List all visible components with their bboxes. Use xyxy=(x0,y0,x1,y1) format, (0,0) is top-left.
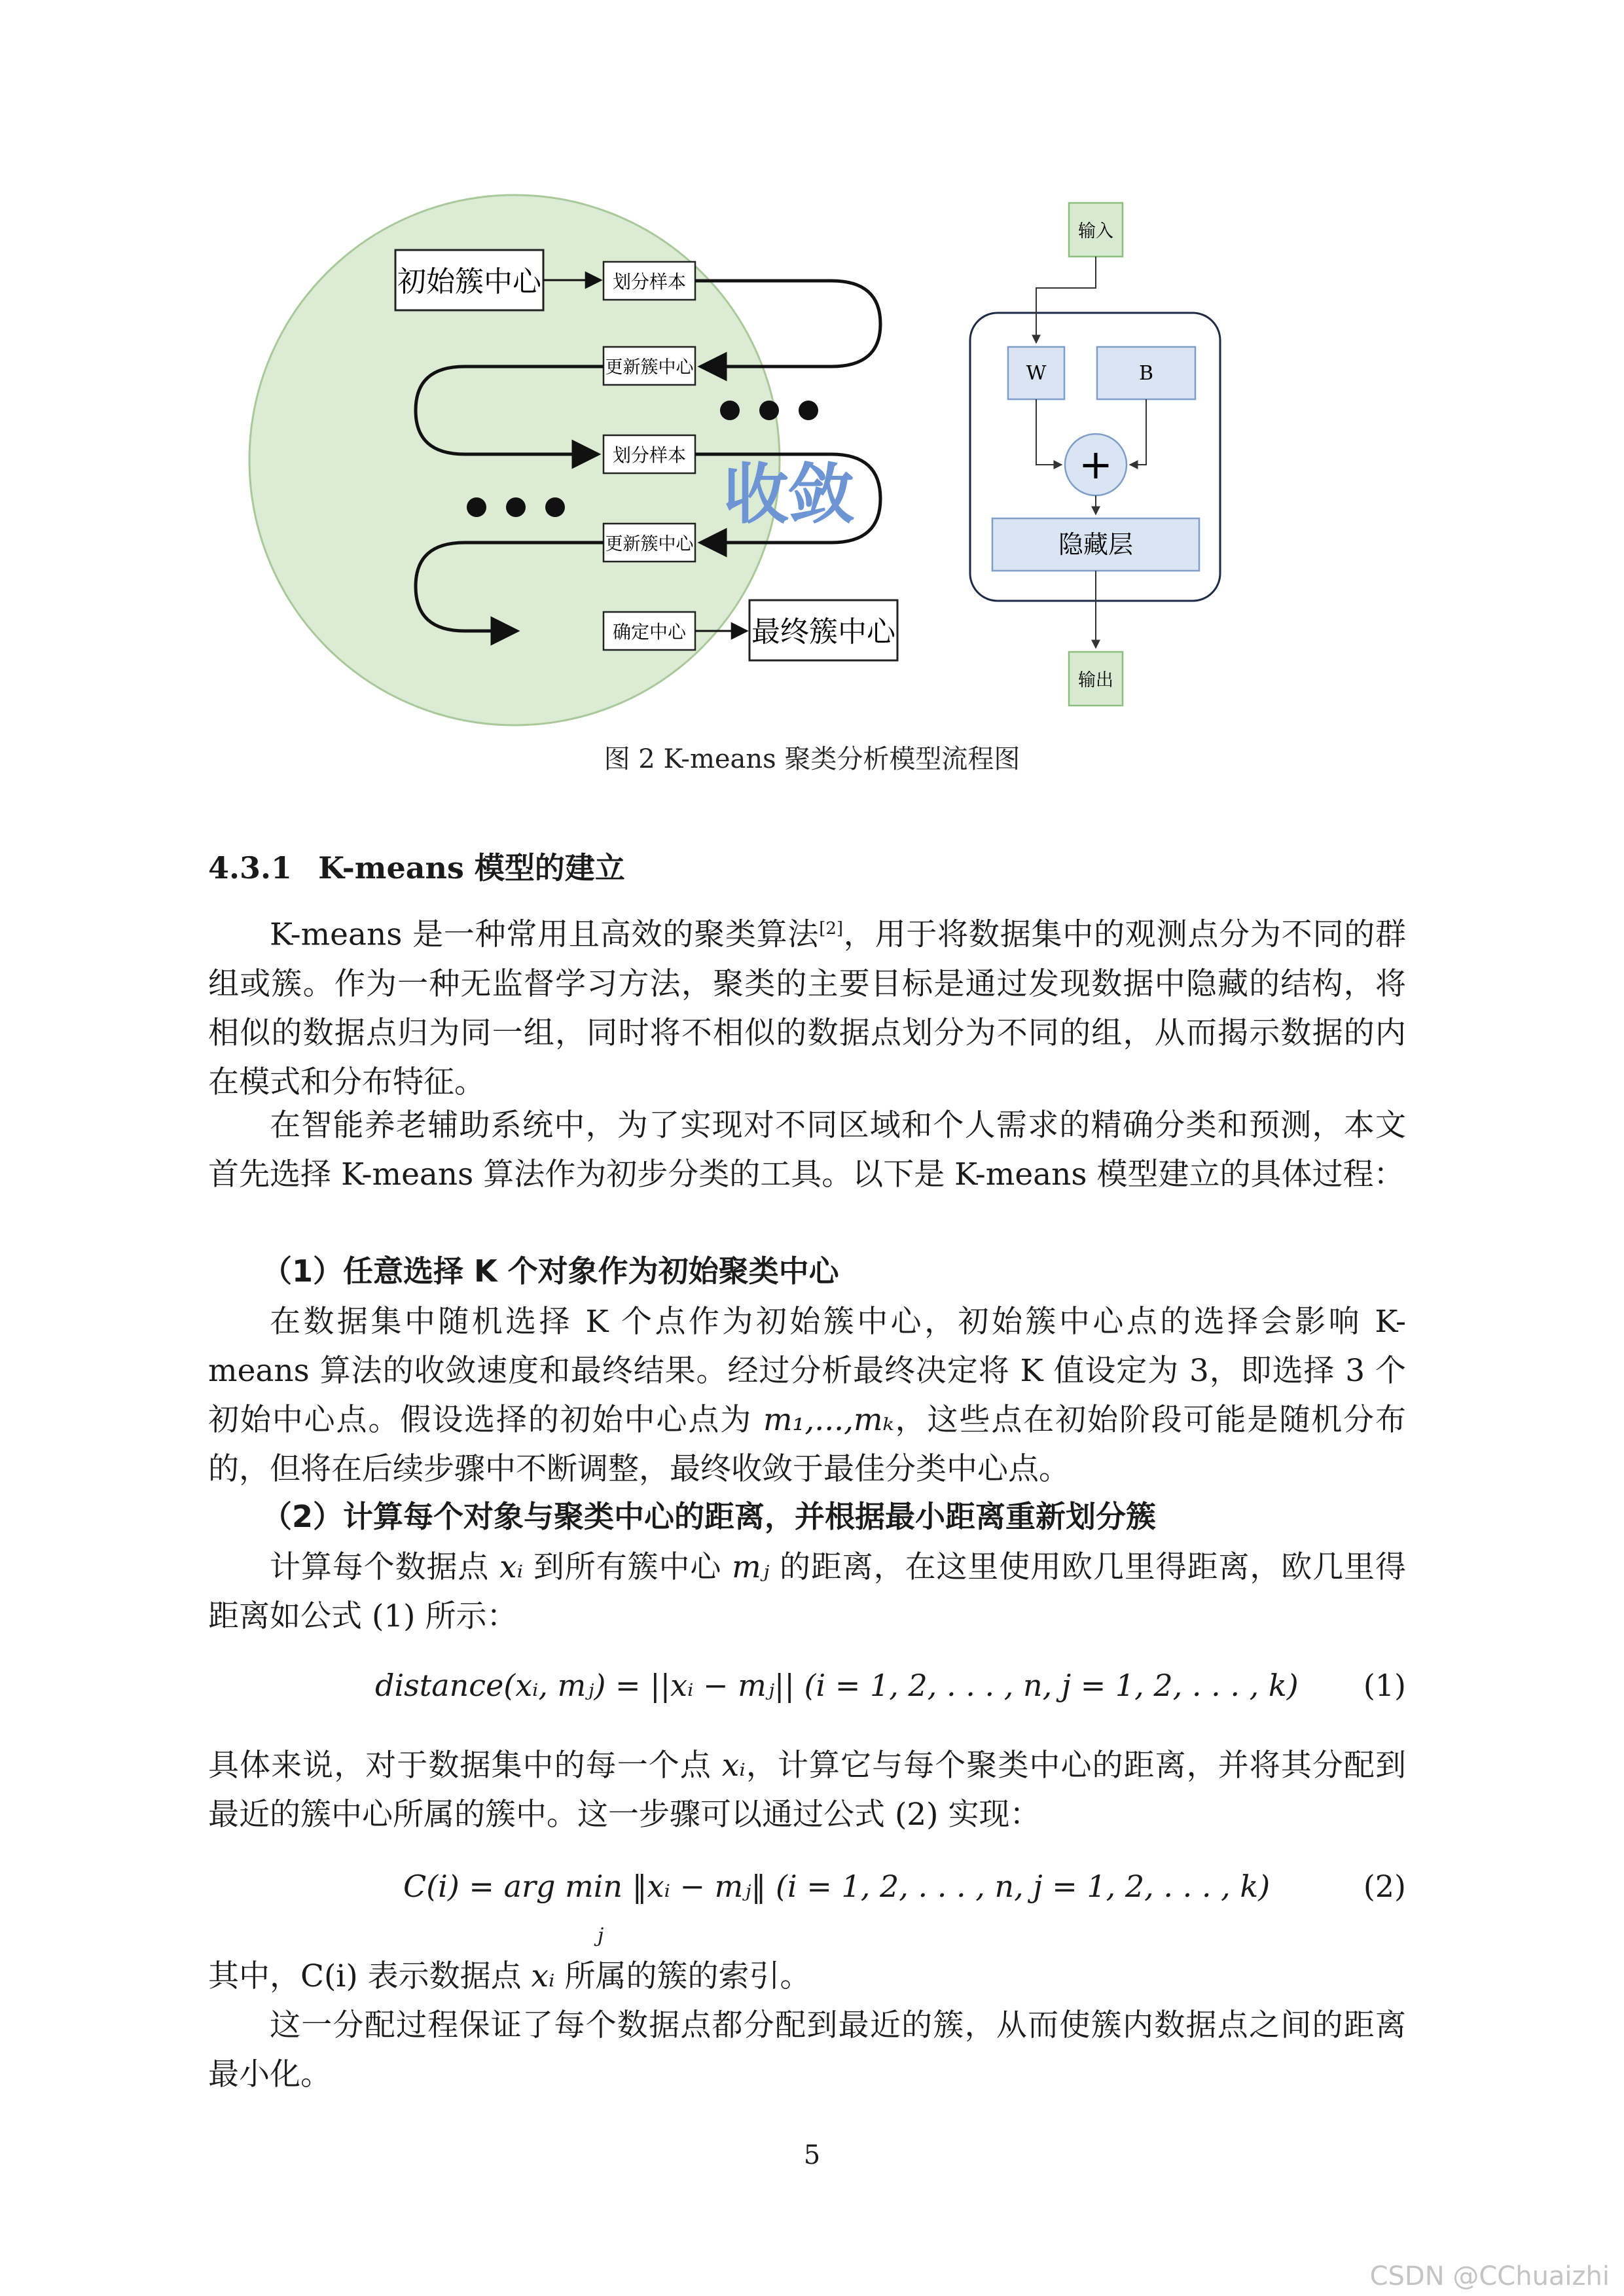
para1-text-a: K-means 是一种常用且高效的聚类算法 xyxy=(270,916,820,953)
watermark: CSDN @CChuaizhi xyxy=(1369,2261,1610,2291)
math-mj: mⱼ xyxy=(732,1549,770,1585)
formula-2-tag: (2) xyxy=(1363,1869,1406,1904)
paragraph-7: 这一分配过程保证了每个数据点都分配到最近的簇，从而使簇内数据点之间的距离最小化。 xyxy=(208,2007,1406,2092)
dot xyxy=(506,497,526,517)
paragraph-3 xyxy=(208,1297,1406,1494)
paragraph-1 xyxy=(208,905,1406,1107)
step1-heading: （1）任意选择 K 个对象作为初始聚类中心 xyxy=(262,1253,839,1289)
w-label: W xyxy=(1026,362,1047,385)
hidden-label: 隐藏层 xyxy=(1058,530,1134,559)
step5-label: 确定中心 xyxy=(612,621,687,643)
dot xyxy=(545,497,565,517)
paragraph-4 xyxy=(208,1543,1406,1641)
formula-2 xyxy=(208,1869,1406,1947)
dot xyxy=(467,497,486,517)
end-label: 最终簇中心 xyxy=(751,615,895,649)
formula-2-expr xyxy=(403,1869,1271,1947)
formula-1 xyxy=(208,1668,1406,1713)
step2-heading: （2）计算每个对象与聚类中心的距离，并根据最小距离重新划分簇 xyxy=(262,1499,1157,1534)
dot xyxy=(799,401,818,420)
figure-caption: 图 2 K-means 聚类分析模型流程图 xyxy=(604,744,1020,774)
citation-link[interactable]: [2] xyxy=(819,919,844,939)
section-title xyxy=(208,844,625,888)
paragraph-2: 在智能养老辅助系统中，为了实现对不同区域和个人需求的精确分类和预测，本文首先选择 K-means 算法作为初步分类的工具。以下是 K-means 模型建立的具体过程： xyxy=(208,1107,1406,1193)
para3-text-b: ，这些点在初始阶段可能是随机分布的，但将在后续步骤中不断调整，最终收敛于最佳分类中心点。 xyxy=(208,1402,1406,1487)
b-label: B xyxy=(1138,362,1154,385)
dot xyxy=(720,401,740,420)
formula-1-tag: (1) xyxy=(1363,1668,1406,1703)
formula-2-lhs: C(i) = arg min xyxy=(403,1869,623,1904)
math-xi: xᵢ xyxy=(531,1958,555,1994)
section-number: 4.3.1 xyxy=(208,850,293,886)
output-label: 输出 xyxy=(1078,670,1113,691)
para5-text-a: 具体来说，对于数据集中的每一个点 xyxy=(208,1748,722,1784)
step2-label: 更新簇中心 xyxy=(605,357,694,378)
math-m-range: m₁,...,mₖ xyxy=(763,1402,894,1438)
paragraph-6 xyxy=(208,1952,1406,2001)
para3-text-a: 在数据集中随机选择 K 个点作为初始簇中心，初始簇中心点的选择会影响 K-means 算法的收敛速度和最终结果。经过分析最终决定将 K 值设定为 3，即选择 3 个初始中心点。假设选择的初始中心点为 xyxy=(208,1304,1406,1438)
dot xyxy=(759,401,779,420)
input-label: 输入 xyxy=(1078,221,1113,242)
math-xi: xᵢ xyxy=(499,1549,524,1585)
para1-text-b: ，用于将数据集中的观测点分为不同的群组或簇。作为一种无监督学习方法，聚类的主要目标是通过发现数据中隐藏的结构，将相似的数据点归为同一组，同时将不相似的数据点划分为不同的组，从而揭示数据的内在模式和分布特征。 xyxy=(208,916,1407,1100)
plus-label: + xyxy=(1079,440,1113,488)
formula-2-rhs: ‖xᵢ − mⱼ‖ (i = 1, 2, . . . , n, j = 1, 2, . . . , k) xyxy=(632,1869,1271,1904)
step4-label: 更新簇中心 xyxy=(605,534,694,554)
para4-text-a: 计算每个数据点 xyxy=(270,1549,500,1585)
formula-2-sub: j xyxy=(598,1924,604,1947)
start-label: 初始簇中心 xyxy=(397,265,541,298)
section-title-text: K-means 模型的建立 xyxy=(318,850,625,886)
step1-label: 划分样本 xyxy=(612,271,687,293)
para5-text-b: ，计算它与每个聚类中心的距离，并将其分配到最近的簇中心所属的簇中。这一步骤可以通过公式 (2) 实现： xyxy=(208,1748,1406,1833)
step3-label: 划分样本 xyxy=(612,444,687,466)
converge-label: 收敛 xyxy=(723,456,854,533)
para6-text-a: 其中，C(i) 表示数据点 xyxy=(208,1958,532,1994)
formula-1-expr: distance(xᵢ, mⱼ) = ||xᵢ − mⱼ|| (i = 1, 2, . . . , n, j = 1, 2, . . . , k) xyxy=(375,1668,1299,1703)
para6-text-b: 所属的簇的索引。 xyxy=(554,1958,811,1994)
para4-text-b: 到所有簇中心 xyxy=(523,1549,732,1585)
kmeans-flow-figure xyxy=(0,0,1624,726)
math-xi: xᵢ xyxy=(721,1748,746,1784)
para4-text-c: 的距离，在这里使用欧几里得距离，欧几里得距离如公式 (1) 所示： xyxy=(208,1549,1406,1634)
paragraph-5 xyxy=(208,1741,1406,1839)
page-number: 5 xyxy=(803,2140,821,2170)
